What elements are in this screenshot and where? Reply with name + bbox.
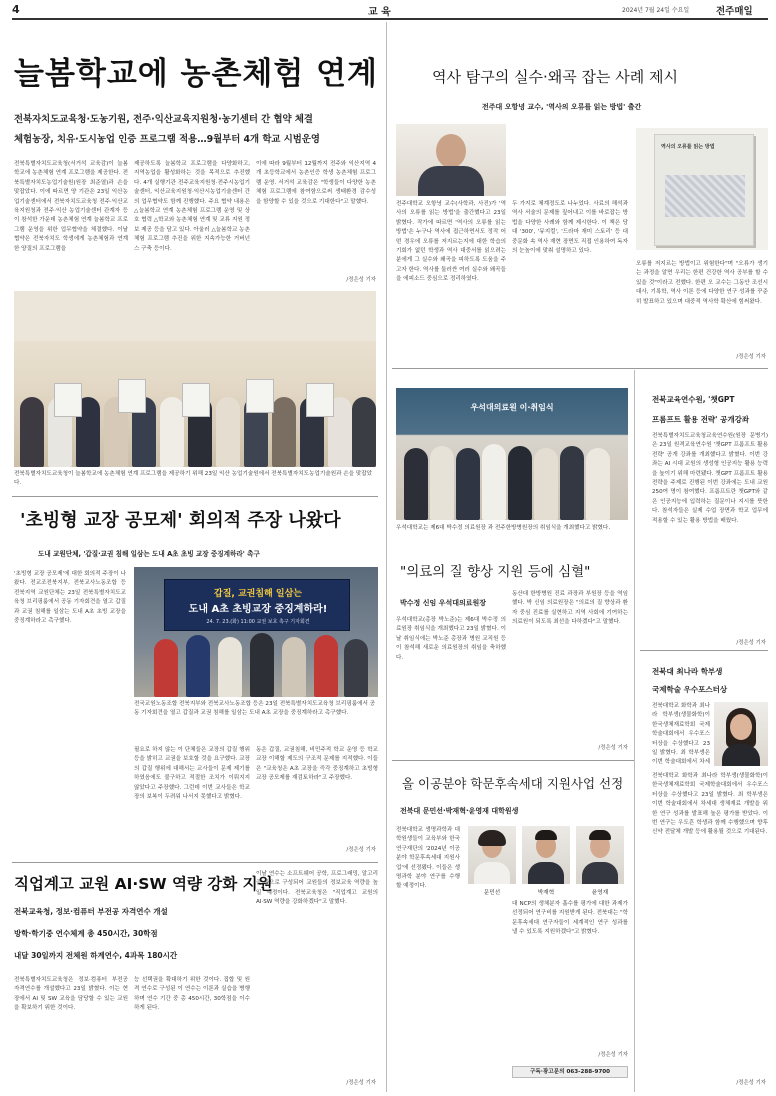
section-name: 교 육 (368, 7, 391, 18)
protest-banner (164, 579, 350, 631)
art1-body-col2: 제공하도록 늘봄학교 프로그램을 다양화하고, 지역농업을 활성화하는 것을 목적으로 추진했다. 4개 실행기관 전주교육지원청·전주시농업기술센터, 익산교육지원청·익산시농업기술센터 간의 업무협약도 함께 진행했다. 주요 협약 내용은 △늘봄학교 연계 농촌체험 프로그램 운영 및 상호 협력 △학교와 농촌체험 연계 및 교류 지원 정보 제공 등을 담고 있다. 아울러 △늘봄학교 농촌체험 프로그램 추진을 위한 지속가능한 거버넌스 구축 등이다. (134, 161, 250, 252)
side2-byline: /정은성 기자 (736, 1080, 766, 1086)
divider (12, 496, 378, 497)
person-figure (154, 639, 178, 697)
person-figure (482, 444, 506, 520)
art1-group-photo (14, 291, 376, 467)
art4-headline: 직업계고 교원 AI·SW 역량 강화 지원 (14, 875, 273, 893)
student-portrait (468, 826, 516, 884)
art1-subhead-2: 체험농장, 치유·도시농업 인증 프로그램 적용…9월부터 4개 학교 시범운영 (14, 134, 320, 145)
column-divider (386, 22, 387, 1092)
art3-press-photo (134, 567, 378, 697)
art2-body-col3: 오류를 저지르는 방법이고 위험한다"며 "오류가 생기는 과정을 알면 우리는 한편 건강한 역사 공부를 할 수 있을 것"이라고 전했다. 한편 오 교수는 그동안 조선시대사, 기록학, 역사 이론 등에 다양한 연구 성과를 꾸준히 발표하고 있으며 대중적 역사학 확산에 힘써왔다. (636, 261, 768, 305)
photo-wall (14, 291, 376, 341)
person-figure (272, 397, 296, 467)
art5-body-col1: 우석대학교(총장 박노준)는 제6대 박수정 의료원장 취임식을 개최했다고 23일 밝혔다. 이날 취임식에는 박노준 총장과 병원 교직원 등이 참석해 새로운 의료원장의 취임을 축하했다. (396, 617, 506, 661)
side2-portrait (714, 702, 768, 766)
person-figure (534, 448, 558, 520)
art3-subhead: 도내 교원단체, '갑질·교권 침해 일삼는 도내 A초 초빙 교장 중징계하라' 촉구 (38, 550, 260, 558)
art4-subhead-3: 내달 30일까지 전체원 하계연수, 4과목 180시간 (14, 951, 178, 960)
person-figure (186, 635, 210, 697)
side2-body: 전북대학교 화학과 최나라 학부생(생물화학)이 한국생체재료학회 국제학술대회에서 우수포스터상을 수상했다고 23일 밝혔다. 최 학부생은 이번 학술대회에서 차세대 생체재료 개발을 위한 연구 성과를 발표해 높은 평가를 받았다. 이번 연구는 우도흔 학생과 함께 수행했으며 향후 신약 전달체 개발 등에 활용될 것으로 기대된다. (652, 773, 768, 836)
side2-headline-1: 전북대 최나라 학부생 (652, 667, 723, 676)
art2-byline: /정은성 기자 (736, 354, 766, 360)
side1-byline: /정은성 기자 (736, 640, 766, 646)
art4-subhead-2: 방학·학기중 연수체계 총 450시간, 30학점 (14, 929, 158, 938)
portrait-head (436, 134, 466, 168)
art3-headline: '초빙형 교장 공모제' 회의적 주장 나왔다 (20, 510, 341, 531)
art3-body-col2: 필요로 하지 않는 이 단체들은 교장의 갑질 행위 등을 밝히고 교권을 보호할 것을 요구했다. 교장의 갑질 행위에 대해서는 교사들이 문제 제기를 하였음에도 불구하고 적절한 조치가 이뤄지지 않았다고 주장했다. 그런데 이번 교사들은 학교장의 보복이 두려워 나서지 못했다고 밝혔다. (134, 747, 250, 801)
person-figure (456, 448, 480, 520)
page-number: 4 (12, 3, 20, 16)
art1-byline: /정은성 기자 (346, 277, 376, 283)
page-header (12, 3, 768, 17)
art5-ceremony-photo (396, 388, 628, 520)
person-figure (430, 446, 454, 520)
book-graphic (665, 175, 745, 217)
paper-name: 전주매일 (716, 6, 753, 17)
art3-byline: /정은성 기자 (346, 847, 376, 853)
art4-body-col3: 이날 연수는 소프트웨어 공학, 프로그래밍, 알고리즘 등으로 구성되어 교원들의 정보교육 역량을 높일 예정이다. 전북교육청은 "직업계고 교원의 AI·SW 역량을 강화하겠다"고 말했다. (256, 871, 378, 906)
person-figure (344, 639, 368, 697)
student-name-1: 문민선 (483, 890, 501, 896)
person-figure (586, 448, 610, 520)
person-figure (352, 397, 376, 467)
art1-subhead-1: 전북자치도교육청·도농기원, 전주·익산교육지원청·농기센터 간 협약 체결 (14, 114, 313, 125)
art2-headline: 역사 탐구의 실수·왜곡 잡는 사례 제시 (432, 68, 678, 86)
person-figure (508, 446, 532, 520)
certificate (182, 383, 210, 417)
art2-subhead: 전주대 오항녕 교수, '역사의 오류를 읽는 방법' 출간 (482, 103, 642, 111)
side1-headline-1: 전북교육연수원, '챗GPT (652, 395, 735, 404)
person-figure (560, 446, 584, 520)
portrait-body (582, 862, 618, 884)
art6-headline: 올 이공분야 학문후속세대 지원사업 선정 (402, 776, 624, 791)
art4-subhead-1: 전북교육청, 정보·컴퓨터 부전공 자격연수 개설 (14, 907, 168, 916)
person-figure (282, 637, 306, 697)
person-figure (250, 633, 274, 697)
art6-subhead: 전북대 문민선·박재혁·윤영재 대학원생 (400, 807, 519, 815)
divider (392, 368, 768, 369)
art6-body-col2: 대 NCP의 생체분자 흡수를 평가에 대한 과제가 선정되어 연구비를 지원받게 된다. 전북대는 "학문후속세대 연구자들이 세계적인 연구 성과를 낼 수 있도록 지원하겠다"고 밝혔다. (512, 901, 628, 936)
student-portrait (522, 826, 570, 884)
art5-subhead: 박수정 신임 우석대의료원장 (400, 599, 487, 607)
book-title-text: 역사의 오류를 읽는 방법 (661, 144, 715, 150)
art3-photo-caption: 전국교원노동조합 전북지부와 전북교사노동조합 등은 23일 전북특별자치도교육청 브리핑룸에서 공동 기자회견을 열고 갑질과 교권 침해를 일삼는 도내 A초 교장을 중징계하라고 촉구했다. (134, 701, 376, 716)
header-rule (12, 18, 768, 20)
column-divider (634, 370, 635, 1092)
portrait-body (418, 166, 484, 196)
portrait-hair (478, 830, 506, 846)
person-figure (218, 637, 242, 697)
art5-body-col2: 동산대 한방병원 진료 과장과 부원장 등을 역임했다. 박 신임 의료원장은 "의료의 질 향상과 환자 중심 진료를 실현하고 지역 사회에 기여하는 의료원이 되도록 최선을 다하겠다"고 말했다. (512, 591, 628, 626)
art1-body-col1: 전북특별자치도교육청(서거석 교육감)이 늘봄학교에 농촌체험 연계 프로그램을 제공한다. 전북특별자치도농업기술원(원장 최준열)과 손을 맞잡았다. 이에 따르면 양 기관은 23일 익산농업기술센터에서 전북자치도교육청 전주·익산교육지원청과 전주·익산 농업기술센터 관계자 등이 참석한 가운데 농촌체험 연계 늘봄학교 프로그램 운영을 위한 업무협약을 체결했다. 이날 협약은 전북자치도 학생에게 농촌체험과 연계한 양질의 프로그램을 (14, 161, 128, 252)
portrait-body (474, 862, 510, 884)
issue-date: 2024년 7월 24일 수요일 (622, 7, 690, 14)
side1-body: 전북특별자치도교육청교육연수원(원장 문병기)은 23일 원격교육연수원 '챗GPT 프롬프트 활용 전략' 공개 강좌를 개최했다고 밝혔다. 이번 강좌는 AI 시대 교원의 생성형 인공지능 활용 능력을 높이기 위해 마련됐다. 챗GPT 프롬프트 활용 전략을 주제로 진행된 이번 강좌에는 도내 교원 250여 명이 참여했다. 프롬프트란 챗GPT와 같은 인공지능에 입력하는 질문이나 지시를 뜻한다. 참석자들은 실제 수업 장면과 학교 업무에 적용할 수 있는 활용 방법을 배웠다. (652, 433, 768, 524)
portrait-body (722, 744, 760, 766)
art4-body-col1: 전북특별자치도교육청은 정보·컴퓨터 부전공 자격연수를 개설했다고 23일 밝혔다. 이는 현장에서 AI 및 SW 교육을 담당할 수 있는 교원을 확보하기 위한 것이다. (14, 977, 128, 1012)
person-figure (404, 448, 428, 520)
divider (640, 650, 768, 651)
portrait-head (730, 714, 752, 740)
art4-byline: /정은성 기자 (346, 1080, 376, 1086)
art5-photo-caption: 우석대학교는 제6대 박수정 의료원장 과 전주한방병원장의 취임식을 개최했다고 밝혔다. (396, 525, 611, 531)
divider (392, 760, 634, 761)
book-cover (636, 128, 768, 250)
author-portrait (396, 124, 506, 196)
art6-body-col1: 전북대학교 생명과학과 대학원생들이 교육부와 한국연구재단의 '2024년 이공분야 학문후속세대 지원사업'에 선정됐다. 이들은 생명과학 분야 연구를 수행할 예정이다. (396, 827, 460, 890)
certificate (118, 379, 146, 413)
art1-body-col3: 이에 따라 9월부터 12월까지 전주와 익산지역 4개 초등학교에서 농촌인증 학생 농촌체험 프로그램 운영. 서거석 교육감은 "학생들이 다양한 농촌체험 프로그램에 참여함으로써 생태환경 감수성을 함양할 수 있을 것으로 기대한다"고 말했다. (256, 161, 376, 205)
banner-subline: 24. 7. 23.(화) 11:00 교권 보호 촉구 기자회견 (206, 619, 310, 625)
art3-body-col3: 동은 갑질, 교권침해, 비민주적 학교 운영 등 학교 교장 이해할 제도의 구조적 문제를 지적했다. 이들은 "교육청은 A초 교장을 즉각 중징계하고 초빙형 교장 공모제를 재검토하라"고 주장했다. (256, 747, 378, 782)
certificate (246, 379, 274, 413)
portrait-hair (535, 830, 557, 840)
subscription-ad: 구독·광고문의 063-288-9700 (512, 1066, 628, 1078)
side1-headline-2: 프롬프트 활용 전략' 공개강좌 (652, 415, 750, 424)
ceremony-banner: 우석대의료원 이·취임식 (470, 403, 554, 412)
side2-body-wrap: 전북대학교 화학과 최나라 학부생(생물화학)이 한국생체재료학회 국제학술대회에서 우수포스터상을 수상했다고 23일 밝혔다. 최 학부생은 이번 학술대회에서 차세 (652, 703, 710, 766)
art5-byline: /정은성 기자 (598, 745, 628, 751)
art2-body-col1: 전주대학교 오항녕 교수(사학과, 사진)가 '역사의 오류를 읽는 방법'을 출간했다고 23일 밝혔다. 작가에 따르면 '역사의 오류를 읽는 방법'은 누구나 역사에 접근하면서도 정작 어떤 경우에 오류를 저지르는지에 대한 학습의 기회가 없던 학생과 역사 대중서를 읽으려는 분에게 그 실수와 왜곡을 피하도록 도움을 주고자 한다. 역사를 둘러싼 여러 실수와 왜곡들을 에피소드 중심으로 정리하였다. (396, 201, 506, 283)
certificate (306, 383, 334, 417)
art6-byline: /정은성 기자 (598, 1052, 628, 1058)
side2-headline-2: 국제학술 우수포스터상 (652, 685, 728, 694)
portrait-body (528, 862, 564, 884)
art1-headline: 늘봄학교에 농촌체험 연계 (14, 56, 378, 92)
person-figure (216, 397, 240, 467)
student-name-2: 박재혁 (537, 890, 555, 896)
art4-body-col2: 능 선택권을 확대하기 위한 것이다. 집합 및 원격 연수로 구성된 이 연수는 이론과 실습을 병행하며 연수 기간 중 총 450시간, 30학점을 이수하게 된다. (134, 977, 250, 1012)
book-front (654, 134, 754, 246)
art1-photo-caption: 전북특별자치도교육청이 늘봄학교에 농촌체험 연계 프로그램을 제공하기 위해 23일 익산 농업기술원에서 전북특별자치도농업기술원과 손을 맞잡았다. (14, 471, 373, 486)
person-figure (314, 635, 338, 697)
banner-line-1: 갑질, 교권침해 일삼는 (214, 589, 302, 599)
banner-line-2: 도내 A초 초빙교장 중징계하라! (188, 604, 328, 615)
student-portrait (576, 826, 624, 884)
art3-body-col1: '초빙형 교장 공모제'에 대한 회의적 주장이 나왔다. 전교조전북지부, 전북교사노동조합 등 전북지역 교원단체는 23일 전북특별자치도교육청 브리핑룸에서 공동 기자회견을 열고 갑질과 교권 침해를 일삼는 도내 A초 초빙 교장을 중징계하라고 촉구했다. (14, 571, 126, 625)
art5-headline: "의료의 질 향상 지원 등에 심혈" (400, 564, 591, 580)
person-figure (20, 397, 44, 467)
student-name-3: 윤영재 (591, 890, 609, 896)
portrait-hair (589, 830, 611, 840)
person-figure (160, 397, 184, 467)
certificate (54, 383, 82, 417)
divider (12, 862, 378, 863)
art2-body-col2: 두 가지로 체계정도로 나누었다. 사료의 해석과 역사 서술의 문제를 짚어내고 이를 바로잡는 방법을 다양한 사례와 함께 제시한다. 이 책은 당대 '300', '뮤지컬', '드라마 재미 스토리' 등 대중문화 속 역사 재현 장면도 직접 인용하여 독자의 눈높이에 맞춰 설명하고 있다. (512, 201, 628, 255)
